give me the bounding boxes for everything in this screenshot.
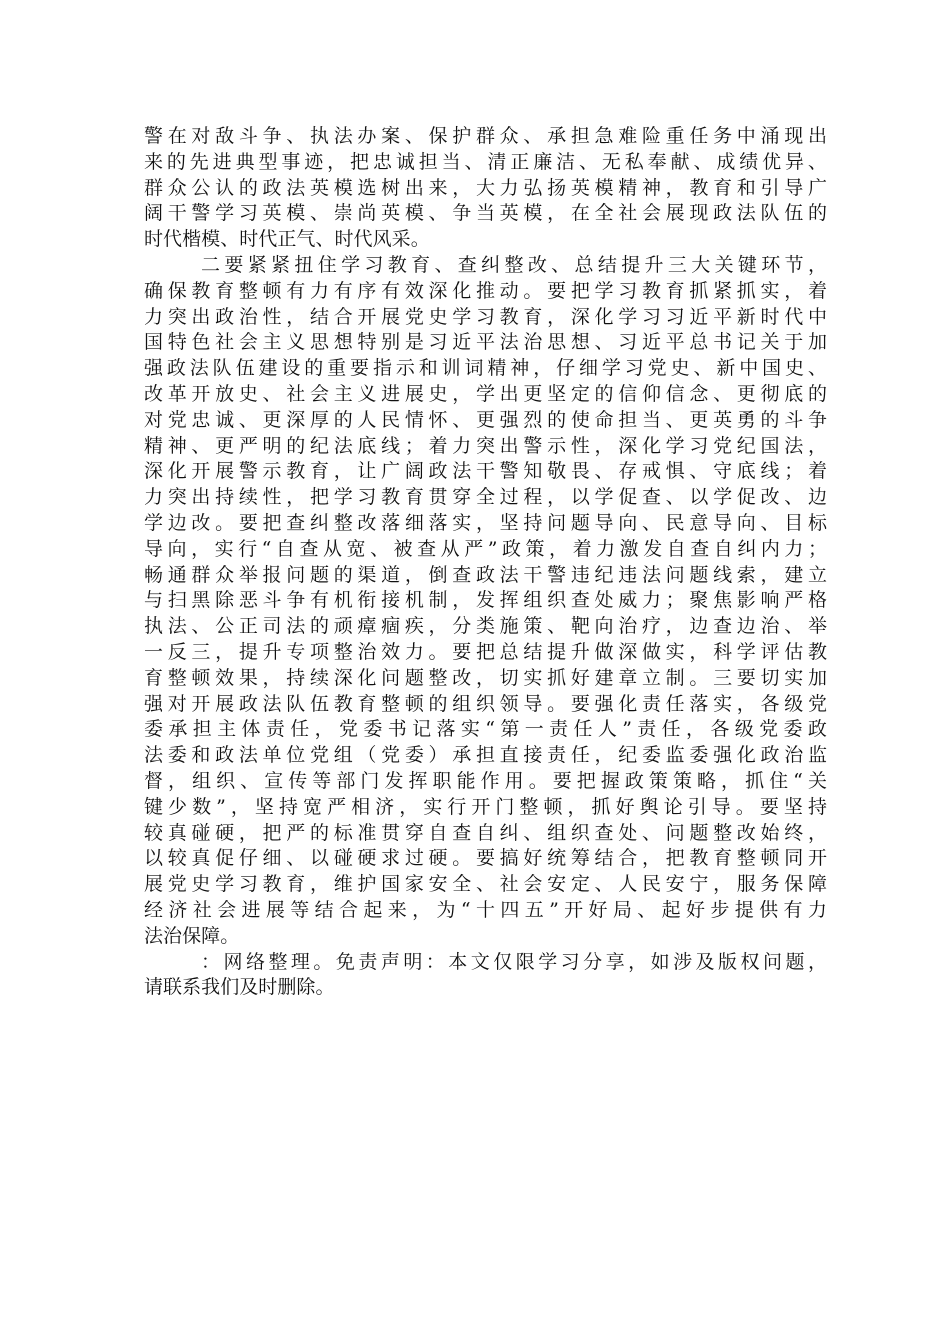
text-line: 强对开展政法队伍教育整顿的组织领导。要强化责任落实，各级党 bbox=[144, 692, 827, 715]
text-line: 导向，实行“自查从宽、被查从严”政策，着力激发自查自纠内力； bbox=[144, 537, 827, 560]
disclaimer-line: ：网络整理。免责声明：本文仅限学习分享，如涉及版权问题， bbox=[201, 950, 827, 973]
text-line: 力突出政治性，结合开展党史学习教育，深化学习习近平新时代中 bbox=[144, 305, 827, 328]
text-line: 育整顿效果，持续深化问题整改，切实抓好建章立制。三要切实加 bbox=[144, 666, 827, 689]
text-line: 法治保障。 bbox=[144, 924, 240, 947]
text-line: 精神、更严明的纪法底线；着力突出警示性，深化学习党纪国法， bbox=[144, 434, 827, 457]
text-line: 与扫黑除恶斗争有机衔接机制，发挥组织查处威力；聚焦影响严格 bbox=[144, 589, 827, 612]
text-line: 警在对敌斗争、执法办案、保护群众、承担急难险重任务中涌现出 bbox=[144, 125, 827, 147]
text-line: 经济社会进展等结合起来，为“十四五”开好局、起好步提供有力 bbox=[144, 898, 827, 921]
paragraph-start-line: 二要紧紧扭住学习教育、查纠整改、总结提升三大关键环节， bbox=[201, 253, 827, 276]
text-line: 展党史学习教育，维护国家安全、社会安定、人民安宁，服务保障 bbox=[144, 873, 827, 896]
text-line: 确保教育整顿有力有序有效深化推动。要把学习教育抓紧抓实，着 bbox=[144, 279, 827, 302]
text-line: 对党忠诚、更深厚的人民情怀、更强烈的使命担当、更英勇的斗争 bbox=[144, 408, 827, 431]
document-body bbox=[144, 124, 827, 1001]
disclaimer-line: 请联系我们及时删除。 bbox=[144, 976, 335, 999]
text-line: 督，组织、宣传等部门发挥职能作用。要把握政策策略，抓住“关 bbox=[144, 769, 827, 792]
text-line: 学边改。要把查纠整改落细落实，坚持问题导向、民意导向、目标 bbox=[144, 511, 827, 534]
text-line: 国特色社会主义思想特别是习近平法治思想、习近平总书记关于加 bbox=[144, 331, 827, 354]
text-line: 法委和政法单位党组（党委）承担直接责任，纪委监委强化政治监 bbox=[144, 744, 827, 767]
text-line: 改革开放史、社会主义进展史，学出更坚定的信仰信念、更彻底的 bbox=[144, 382, 827, 405]
text-line: 畅通群众举报问题的渠道，倒查政法干警违纪违法问题线索，建立 bbox=[144, 563, 827, 586]
text-line: 委承担主体责任，党委书记落实“第一责任人”责任，各级党委政 bbox=[144, 718, 827, 741]
text-line: 时代楷模、时代正气、时代风采。 bbox=[144, 228, 430, 251]
text-line: 执法、公正司法的顽瘴痼疾，分类施策、靶向治疗，边查边治、举 bbox=[144, 615, 827, 638]
text-line: 阔干警学习英模、崇尚英模、争当英模，在全社会展现政法队伍的 bbox=[144, 202, 827, 225]
text-line: 强政法队伍建设的重要指示和训词精神，仔细学习党史、新中国史、 bbox=[144, 357, 827, 380]
text-line: 键少数”，坚持宽严相济，实行开门整顿，抓好舆论引导。要坚持 bbox=[144, 795, 827, 818]
text-line: 来的先进典型事迹，把忠诚担当、清正廉洁、无私奉献、成绩优异、 bbox=[144, 150, 827, 173]
text-line: 以较真促仔细、以碰硬求过硬。要搞好统筹结合，把教育整顿同开 bbox=[144, 847, 827, 870]
text-line: 力突出持续性，把学习教育贯穿全过程，以学促查、以学促改、边 bbox=[144, 486, 827, 509]
text-line: 深化开展警示教育，让广阔政法干警知敬畏、存戒惧、守底线；着 bbox=[144, 460, 827, 483]
text-line: 一反三，提升专项整治效力。要把总结提升做深做实，科学评估教 bbox=[144, 640, 827, 663]
text-line: 较真碰硬，把严的标准贯穿自查自纠、组织查处、问题整改始终， bbox=[144, 821, 827, 844]
text-line: 群众公认的政法英模选树出来，大力弘扬英模精神，教育和引导广 bbox=[144, 176, 827, 199]
